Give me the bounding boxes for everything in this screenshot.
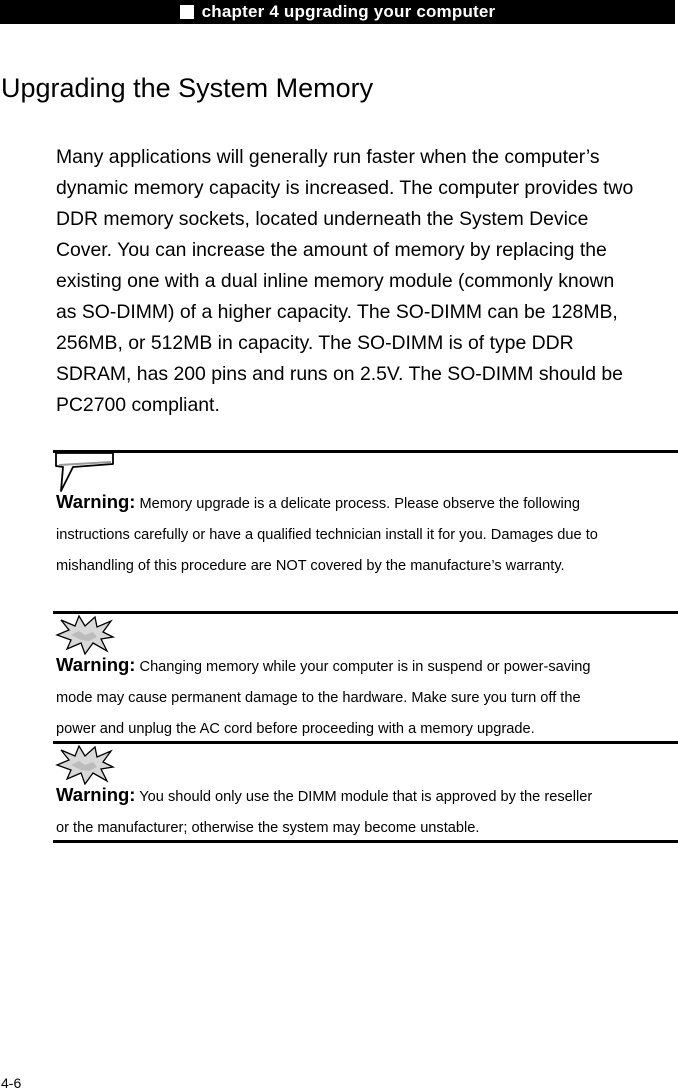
intro-line: DDR memory sockets, located underneath the System Device	[56, 208, 589, 230]
warning-line: Memory upgrade is a delicate process. Please observe the following	[135, 496, 581, 512]
warning-line: You should only use the DIMM module that is approved by the reseller	[135, 789, 593, 805]
warning-label: Warning:	[56, 784, 136, 805]
header-square-icon	[180, 5, 194, 19]
intro-line: PC2700 compliant.	[56, 394, 220, 416]
warning-label: Warning:	[56, 654, 136, 675]
warning-line: mishandling of this procedure are NOT covered by the manufacture’s warranty.	[56, 558, 565, 574]
intro-line: SDRAM, has 200 pins and runs on 2.5V. The SO-DIMM should be	[56, 363, 623, 385]
warning-divider	[53, 741, 678, 744]
intro-line: dynamic memory capacity is increased. The computer provides two	[56, 177, 634, 199]
page-number: 4-6	[1, 1075, 22, 1091]
warning-divider	[53, 450, 678, 453]
intro-line: 256MB, or 512MB in capacity. The SO-DIMM is of type DDR	[56, 332, 574, 354]
warning-line: or the manufacturer; otherwise the system may become unstable.	[56, 820, 480, 836]
intro-line: Cover. You can increase the amount of memory by replacing the	[56, 239, 607, 261]
warning-note	[56, 649, 678, 745]
warning-line: instructions carefully or have a qualified technician install it for you. Damages due to	[56, 527, 598, 543]
warning-label: Warning:	[56, 491, 136, 512]
chapter-header	[0, 0, 675, 24]
warning-divider	[53, 840, 678, 843]
warning-line: power and unplug the AC cord before proceeding with a memory upgrade.	[56, 721, 535, 737]
warning-note	[56, 486, 678, 582]
warning-divider	[53, 611, 678, 614]
warning-line: Changing memory while your computer is in suspend or power-saving	[135, 659, 591, 675]
warning-note	[56, 779, 678, 844]
intro-line: existing one with a dual inline memory module (commonly known	[56, 270, 615, 292]
warning-line: mode may cause permanent damage to the hardware. Make sure you turn off the	[56, 690, 581, 706]
page-title: Upgrading the System Memory	[1, 73, 374, 103]
chapter-title: chapter 4 upgrading your computer	[201, 2, 496, 21]
intro-line: Many applications will generally run faster when the computer’s	[56, 146, 600, 168]
intro-paragraph	[56, 142, 678, 421]
intro-line: as SO-DIMM) of a higher capacity. The SO-DIMM can be 128MB,	[56, 301, 618, 323]
